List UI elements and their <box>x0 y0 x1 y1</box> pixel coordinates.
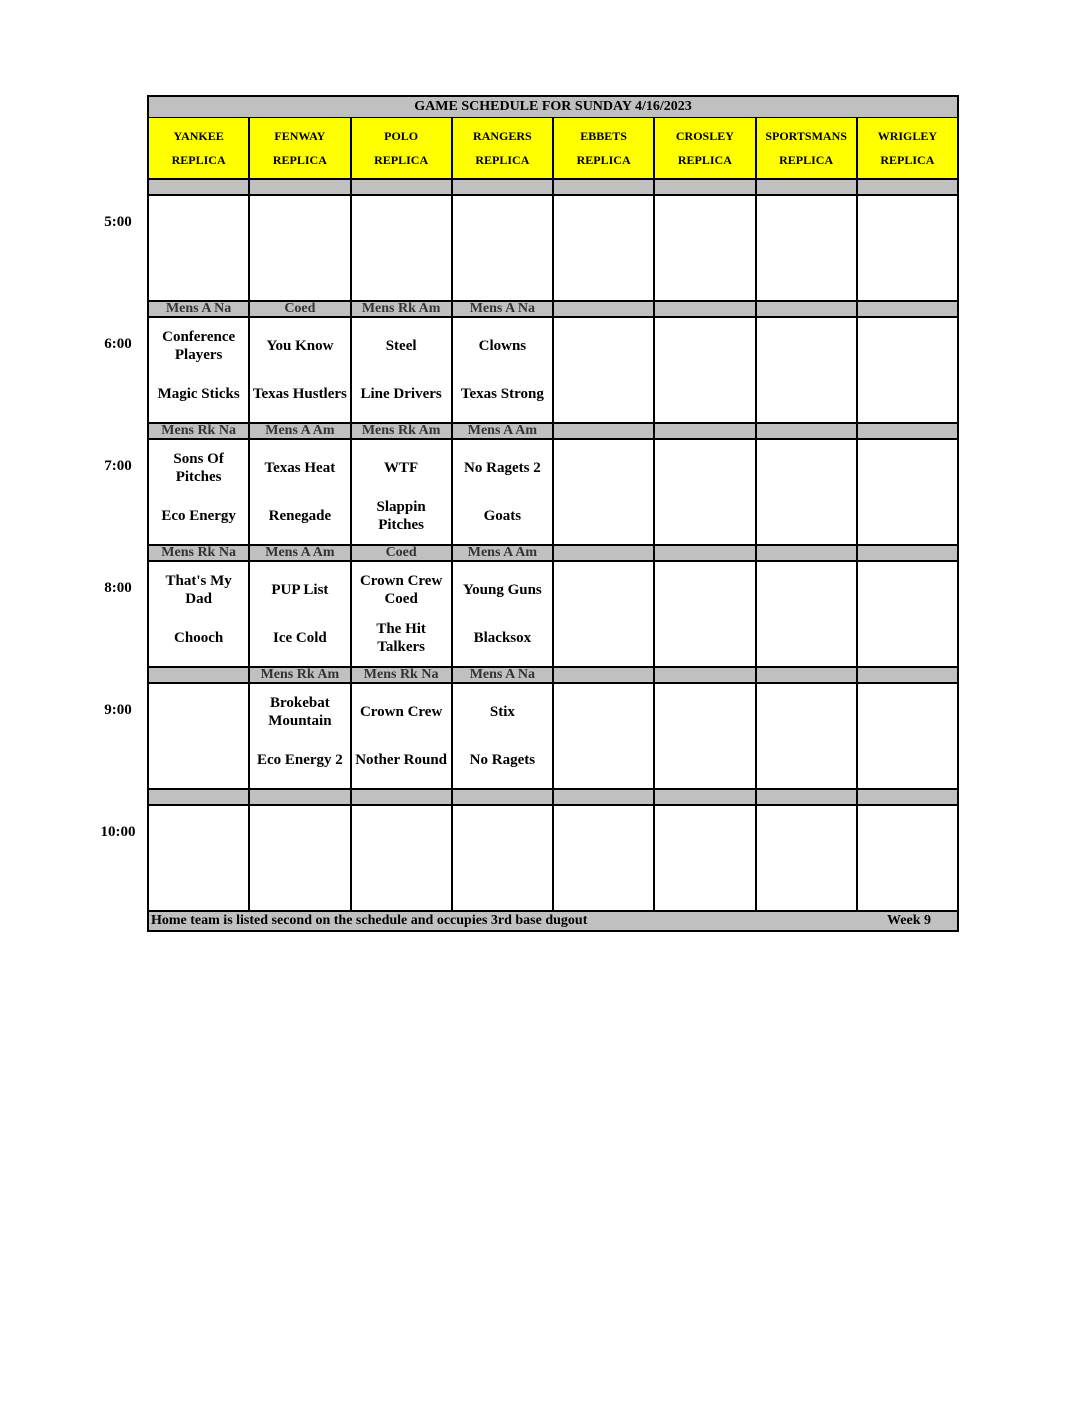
time-slot-row <box>149 806 957 912</box>
division-label <box>453 180 554 194</box>
game-cell <box>757 318 858 422</box>
away-team <box>657 322 752 370</box>
field-name: WRIGLEY <box>877 128 938 143</box>
home-team: Line Drivers <box>360 386 442 402</box>
game-cell <box>757 440 858 544</box>
away-team: Crown Crew Coed <box>359 573 443 607</box>
game-cell <box>757 684 858 788</box>
schedule-title: GAME SCHEDULE FOR SUNDAY 4/16/2023 <box>149 97 957 118</box>
home-team <box>860 248 955 296</box>
game-cell <box>655 684 756 788</box>
division-label <box>554 180 655 194</box>
away-team <box>556 566 651 614</box>
home-team <box>657 858 752 906</box>
away-team <box>759 566 854 614</box>
home-team: Slappin Pitches <box>376 499 426 533</box>
division-label <box>757 546 858 560</box>
away-team <box>556 444 651 492</box>
field-subtitle: REPLICA <box>374 152 429 167</box>
time-slot-row <box>149 318 957 424</box>
division-row <box>149 424 957 440</box>
home-team: Texas Strong <box>460 386 544 402</box>
field-header-crosley <box>655 118 756 178</box>
game-cell <box>858 318 957 422</box>
home-team <box>657 614 752 662</box>
away-team <box>151 688 246 736</box>
home-team <box>354 248 449 296</box>
game-cell <box>655 318 756 422</box>
game-cell <box>453 318 554 422</box>
home-team <box>860 736 955 784</box>
division-label <box>858 180 957 194</box>
game-cell <box>352 806 453 910</box>
away-team <box>860 810 955 858</box>
division-label: Mens Rk Na <box>352 668 453 682</box>
division-label <box>858 302 957 316</box>
field-header-polo <box>352 118 453 178</box>
division-label: Mens A Am <box>250 424 351 438</box>
away-team <box>657 444 752 492</box>
field-header-fenway <box>250 118 351 178</box>
home-team <box>556 736 651 784</box>
game-cell <box>250 684 351 788</box>
home-team <box>151 858 246 906</box>
home-team <box>556 858 651 906</box>
division-label <box>655 790 756 804</box>
division-label: Mens A Am <box>453 424 554 438</box>
division-label <box>757 302 858 316</box>
home-team <box>759 370 854 418</box>
away-team <box>556 810 651 858</box>
field-name: RANGERS <box>473 128 532 143</box>
home-team <box>657 248 752 296</box>
game-cell <box>250 196 351 300</box>
game-cell <box>250 806 351 910</box>
away-team: Brokebat Mountain <box>268 695 332 729</box>
division-label <box>655 180 756 194</box>
time-slot-row <box>149 440 957 546</box>
division-label <box>554 302 655 316</box>
home-team <box>252 858 347 906</box>
away-team <box>860 566 955 614</box>
division-label <box>554 790 655 804</box>
game-cell <box>858 440 957 544</box>
division-label <box>250 180 351 194</box>
field-subtitle: REPLICA <box>677 152 732 167</box>
game-cell <box>655 196 756 300</box>
division-row <box>149 790 957 806</box>
game-cell <box>453 806 554 910</box>
home-team <box>151 248 246 296</box>
away-team: Clowns <box>478 338 527 354</box>
game-cell <box>149 684 250 788</box>
away-team <box>759 200 854 248</box>
time-slot-row <box>149 196 957 302</box>
division-label <box>858 668 957 682</box>
game-cell <box>453 684 554 788</box>
home-team: Chooch <box>174 630 224 646</box>
home-team <box>759 736 854 784</box>
home-team: Eco Energy <box>161 508 236 524</box>
home-team <box>657 492 752 540</box>
game-cell <box>352 684 453 788</box>
game-cell <box>149 440 250 544</box>
game-cell <box>554 684 655 788</box>
home-team: Nother Round <box>355 752 448 768</box>
away-team <box>860 688 955 736</box>
division-label: Mens Rk Am <box>250 668 351 682</box>
game-cell <box>352 318 453 422</box>
home-team <box>860 614 955 662</box>
game-cell <box>352 196 453 300</box>
field-subtitle: REPLICA <box>171 152 226 167</box>
home-team <box>860 492 955 540</box>
away-team: WTF <box>384 460 419 476</box>
home-team: Ice Cold <box>273 630 327 646</box>
away-team <box>455 200 550 248</box>
away-team <box>759 810 854 858</box>
home-team <box>252 248 347 296</box>
game-cell <box>352 440 453 544</box>
away-team: Steel <box>385 338 417 354</box>
division-label <box>352 790 453 804</box>
away-team: Young Guns <box>462 582 542 598</box>
division-label <box>453 790 554 804</box>
time-label: 5:00 <box>104 214 132 230</box>
home-team <box>556 370 651 418</box>
away-team <box>252 200 347 248</box>
game-cell <box>453 562 554 666</box>
away-team: Sons Of Pitches <box>173 451 224 485</box>
division-label: Mens Rk Am <box>352 302 453 316</box>
game-cell <box>149 318 250 422</box>
away-team: That's My Dad <box>165 573 232 607</box>
time-slot-row <box>149 684 957 790</box>
game-cell <box>757 196 858 300</box>
home-team: Renegade <box>268 508 332 524</box>
away-team <box>860 444 955 492</box>
division-label: Mens A Am <box>453 546 554 560</box>
home-team <box>455 248 550 296</box>
away-team <box>354 810 449 858</box>
game-cell <box>453 196 554 300</box>
field-header-sportsmans <box>757 118 858 178</box>
away-team <box>556 688 651 736</box>
time-label: 8:00 <box>104 580 132 596</box>
away-team <box>151 810 246 858</box>
division-label <box>757 180 858 194</box>
home-team <box>759 248 854 296</box>
game-cell <box>149 806 250 910</box>
time-label: 7:00 <box>104 458 132 474</box>
game-cell <box>858 196 957 300</box>
division-label <box>858 790 957 804</box>
schedule-table <box>147 95 959 932</box>
game-cell <box>554 196 655 300</box>
home-team: The Hit Talkers <box>376 621 426 655</box>
field-header-row <box>149 118 957 180</box>
game-cell <box>554 806 655 910</box>
home-team: Eco Energy 2 <box>256 752 343 768</box>
division-row <box>149 302 957 318</box>
division-label <box>858 424 957 438</box>
away-team: You Know <box>266 338 334 354</box>
division-label <box>757 424 858 438</box>
home-team <box>151 736 246 784</box>
away-team <box>556 200 651 248</box>
game-cell <box>554 440 655 544</box>
field-subtitle: REPLICA <box>272 152 327 167</box>
game-cell <box>352 562 453 666</box>
field-name: FENWAY <box>274 128 326 143</box>
away-team <box>657 688 752 736</box>
away-team <box>657 200 752 248</box>
away-team: PUP List <box>271 582 329 598</box>
field-subtitle: REPLICA <box>880 152 935 167</box>
division-label: Mens A Na <box>149 302 250 316</box>
home-team <box>759 492 854 540</box>
field-name: POLO <box>384 128 419 143</box>
time-slot-row <box>149 562 957 668</box>
division-label <box>149 790 250 804</box>
away-team <box>455 810 550 858</box>
home-team <box>759 614 854 662</box>
field-name: EBBETS <box>580 128 627 143</box>
game-cell <box>655 440 756 544</box>
division-label <box>554 424 655 438</box>
game-cell <box>250 318 351 422</box>
division-label: Mens Rk Na <box>149 424 250 438</box>
field-subtitle: REPLICA <box>779 152 834 167</box>
away-team <box>657 810 752 858</box>
field-subtitle: REPLICA <box>475 152 530 167</box>
game-cell <box>149 196 250 300</box>
division-label <box>554 546 655 560</box>
home-team: No Ragets <box>469 752 536 768</box>
home-team <box>860 370 955 418</box>
home-team <box>657 736 752 784</box>
away-team <box>860 322 955 370</box>
away-team <box>759 688 854 736</box>
home-team <box>759 858 854 906</box>
division-row <box>149 668 957 684</box>
field-header-wrigley <box>858 118 957 178</box>
field-header-yankee <box>149 118 250 178</box>
away-team <box>657 566 752 614</box>
home-team <box>556 614 651 662</box>
game-cell <box>250 562 351 666</box>
division-label <box>757 790 858 804</box>
away-team <box>759 444 854 492</box>
field-name: SPORTSMANS <box>765 128 847 143</box>
home-team <box>354 858 449 906</box>
division-label <box>655 302 756 316</box>
game-cell <box>757 806 858 910</box>
away-team: Texas Heat <box>264 460 336 476</box>
division-label: Mens A Na <box>453 668 554 682</box>
game-cell <box>453 440 554 544</box>
home-team <box>860 858 955 906</box>
division-label <box>655 546 756 560</box>
game-cell <box>149 562 250 666</box>
home-team <box>556 492 651 540</box>
division-label: Mens Rk Am <box>352 424 453 438</box>
week-label: Week 9 <box>887 913 931 928</box>
schedule-footer <box>149 912 957 930</box>
division-label <box>149 180 250 194</box>
home-team <box>657 370 752 418</box>
division-label <box>655 424 756 438</box>
game-cell <box>554 562 655 666</box>
game-cell <box>858 806 957 910</box>
division-label <box>858 546 957 560</box>
home-team: Goats <box>483 508 522 524</box>
field-header-rangers <box>453 118 554 178</box>
division-label <box>352 180 453 194</box>
game-cell <box>858 684 957 788</box>
game-cell <box>655 562 756 666</box>
division-label <box>655 668 756 682</box>
game-cell <box>757 562 858 666</box>
division-row <box>149 546 957 562</box>
division-row <box>149 180 957 196</box>
away-team: Conference Players <box>162 329 236 363</box>
away-team: Crown Crew <box>359 704 443 720</box>
home-team <box>556 248 651 296</box>
away-team: No Ragets 2 <box>464 460 541 476</box>
home-team <box>455 858 550 906</box>
game-cell <box>858 562 957 666</box>
division-label <box>250 790 351 804</box>
away-team <box>556 322 651 370</box>
home-team: Blacksox <box>473 630 532 646</box>
division-label: Mens Rk Na <box>149 546 250 560</box>
time-label: 6:00 <box>104 336 132 352</box>
home-team: Texas Hustlers <box>252 386 347 402</box>
division-label <box>554 668 655 682</box>
away-team <box>354 200 449 248</box>
field-name: YANKEE <box>173 128 224 143</box>
away-team <box>252 810 347 858</box>
division-label: Coed <box>250 302 351 316</box>
game-cell <box>554 318 655 422</box>
home-team: Magic Sticks <box>157 386 240 402</box>
division-label: Mens A Am <box>250 546 351 560</box>
field-header-ebbets <box>554 118 655 178</box>
away-team: Stix <box>489 704 515 720</box>
division-label: Coed <box>352 546 453 560</box>
away-team <box>860 200 955 248</box>
game-cell <box>250 440 351 544</box>
division-label <box>757 668 858 682</box>
time-label: 10:00 <box>100 824 136 840</box>
away-team <box>151 200 246 248</box>
home-team-note: Home team is listed second on the schedule and occupies 3rd base dugout <box>151 913 588 928</box>
time-label: 9:00 <box>104 702 132 718</box>
field-name: CROSLEY <box>675 128 734 143</box>
field-subtitle: REPLICA <box>576 152 631 167</box>
division-label: Mens A Na <box>453 302 554 316</box>
away-team <box>759 322 854 370</box>
game-cell <box>655 806 756 910</box>
division-label <box>149 668 250 682</box>
